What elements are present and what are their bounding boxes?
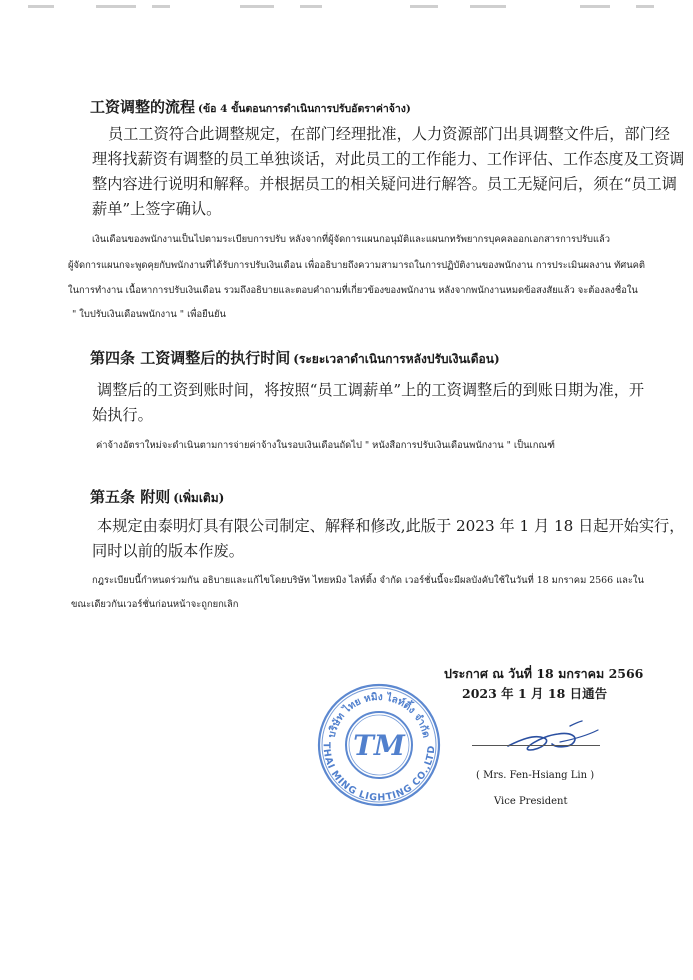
article5-paragraph-th	[71, 575, 644, 610]
article5-heading-th: (เพิ่มเติม)	[173, 491, 225, 505]
text-line: 员工工资符合此调整规定，在部门经理批准，人力资源部门出具调整文件后，部门经	[108, 125, 670, 143]
text-line: ขณะเดียวกันเวอร์ชั่นก่อนหน้าจะถูกยกเลิก	[71, 599, 239, 610]
article4-heading	[90, 347, 500, 369]
article5-heading-cn: 第五条 附则	[90, 488, 171, 506]
text-line: 调整后的工资到账时间，将按照“员工调薪单”上的工资调整后的到账日期为准，开	[97, 381, 645, 399]
text-line: 始执行。	[92, 406, 153, 424]
text-line: 整内容进行说明和解释。并根据员工的相关疑问进行解答。员工无疑问后，须在“员工调	[92, 175, 677, 193]
section-heading	[90, 96, 411, 117]
text-line: ค่าจ้างอัตราใหม่จะดำเนินตามการจ่ายค่าจ้างในรอบเงินเดือนถัดไป " หนังสือการปรับเงินเดือนพนักงาน " เป็นเกณฑ์	[96, 440, 555, 451]
article4-paragraph-th	[96, 440, 555, 452]
text-line: " ใบปรับเงินเดือนพนักงาน " เพื่อยืนยัน	[72, 309, 226, 320]
signature-line	[472, 745, 600, 746]
announcement-th: ประกาศ ณ วันที่ 18 มกราคม 2566	[444, 666, 644, 681]
article5-heading	[90, 486, 224, 508]
stamp-monogram: TM	[353, 729, 405, 762]
stamp-english-text: THAI MING LIGHTING CO.,LTD	[320, 741, 438, 804]
company-stamp	[316, 682, 442, 808]
stamp-thai-text: บริษัท ไทย หมิง ไลท์ติ้ง จำกัด	[326, 691, 432, 739]
text-line: กฎระเบียบนี้กำหนดร่วมกัน อธิบายและแก้ไขโดยบริษัท ไทยหมิง ไลท์ติ้ง จำกัด เวอร์ชั่นนี้จะมีผลบังคับใช้ในวันที่ 18 มกราคม 2566 และใน	[92, 575, 644, 586]
section-heading-th: (ข้อ 4 ขั้นตอนการดำเนินการปรับอัตราค่าจ้าง)	[198, 103, 411, 115]
article4-heading-cn: 第四条 工资调整后的执行时间	[90, 349, 291, 367]
text-line: 同时以前的版本作废。	[92, 542, 244, 560]
text-line: ในการทำงาน เนื้อหาการปรับเงินเดือน รวมถึงอธิบายและตอบคำถามที่เกี่ยวข้องของพนักงาน หลังจากพนักงานหมดข้อสงสัยแล้ว จะต้องลงชื่อใน	[68, 285, 638, 296]
section4-paragraph-th	[68, 234, 645, 320]
text-line: 理将找薪资有调整的员工单独谈话，对此员工的工作能力、工作评估、工作态度及工资调	[92, 150, 685, 168]
text-line: 薪单”上签字确认。	[92, 200, 222, 218]
text-line: เงินเดือนของพนักงานเป็นไปตามระเบียบการปรับ หลังจากที่ผู้จัดการแผนกอนุมัติและแผนกทรัพยากรบุคคลออกเอกสารการปรับแล้ว	[92, 234, 611, 245]
article4-heading-th: (ระยะเวลาดำเนินการหลังปรับเงินเดือน)	[293, 352, 500, 366]
handwritten-signature	[500, 712, 610, 762]
section-heading-cn: 工资调整的流程	[90, 98, 196, 116]
signer-position: Vice President	[494, 796, 568, 807]
article5-paragraph-cn	[92, 514, 684, 564]
article4-paragraph-cn	[92, 378, 644, 428]
text-line: 本规定由泰明灯具有限公司制定、解释和修改,此版于 2023 年 1 月 18 日起开始实行，	[97, 517, 685, 535]
text-line: ผู้จัดการแผนกจะพูดคุยกับพนักงานที่ได้รับการปรับเงินเดือน เพื่ออธิบายถึงความสามารถในการปฏิบัติงานของพนักงาน การประเมินผลงาน ทัศนคติ	[68, 260, 645, 271]
signer-name: ( Mrs. Fen-Hsiang Lin )	[476, 770, 595, 781]
section4-paragraph-cn	[92, 122, 684, 222]
announcement-cn: 2023 年 1 月 18 日通告	[462, 686, 608, 701]
scan-edge-marks	[0, 0, 693, 14]
